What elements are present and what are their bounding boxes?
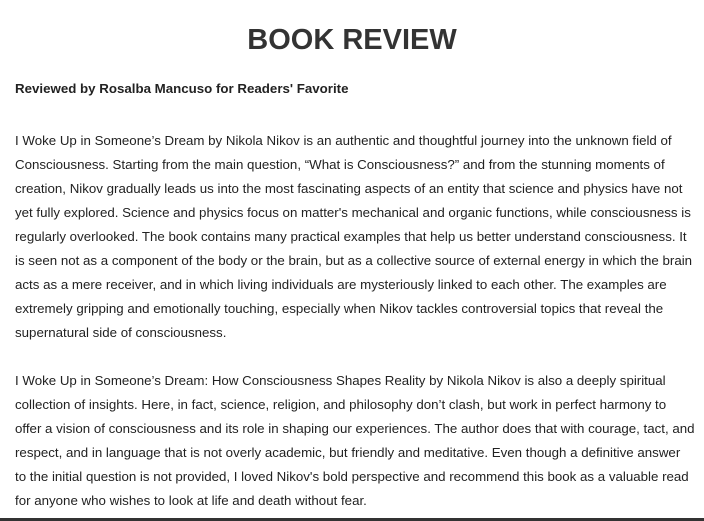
reviewer-byline: Reviewed by Rosalba Mancuso for Readers' Favorite	[15, 81, 349, 96]
review-paragraph-1: I Woke Up in Someone’s Dream by Nikola Nikov is an authentic and thoughtful journey into the unknown field of Consciousness. Starting from the main question, “What is Consciousness?” and from the stunning moments of creation, Nikov gradually leads us into the most fascinating aspects of an entity that science and physics have not yet fully explored. Science and physics focus on matter's mechanical and organic functions, while consciousness is regularly overlooked. The book contains many practical examples that help us better understand consciousness. It is seen not as a component of the body or the brain, but as a collective source of external energy in which the brain acts as a mere receiver, and in which living individuals are mysteriously linked to each other. The examples are extremely gripping and emotionally touching, especially when Nikov tackles controversial topics that reveal the supernatural side of consciousness.	[15, 133, 693, 340]
page-title: BOOK REVIEW	[247, 24, 457, 56]
review-paragraph-2: I Woke Up in Someone’s Dream: How Consciousness Shapes Reality by Nikola Nikov is also a deeply spiritual collection of insights. Here, in fact, science, religion, and philosophy don’t clash, but work in perfect harmony to offer a vision of consciousness and its role in shaping our experiences. The author does that with courage, tact, and respect, and in language that is not overly academic, but friendly and meditative. Even though a definitive answer to the initial question is not provided, I loved Nikov's bold perspective and recommend this book as a valuable read for anyone who wishes to look at life and death without fear.	[15, 373, 695, 508]
